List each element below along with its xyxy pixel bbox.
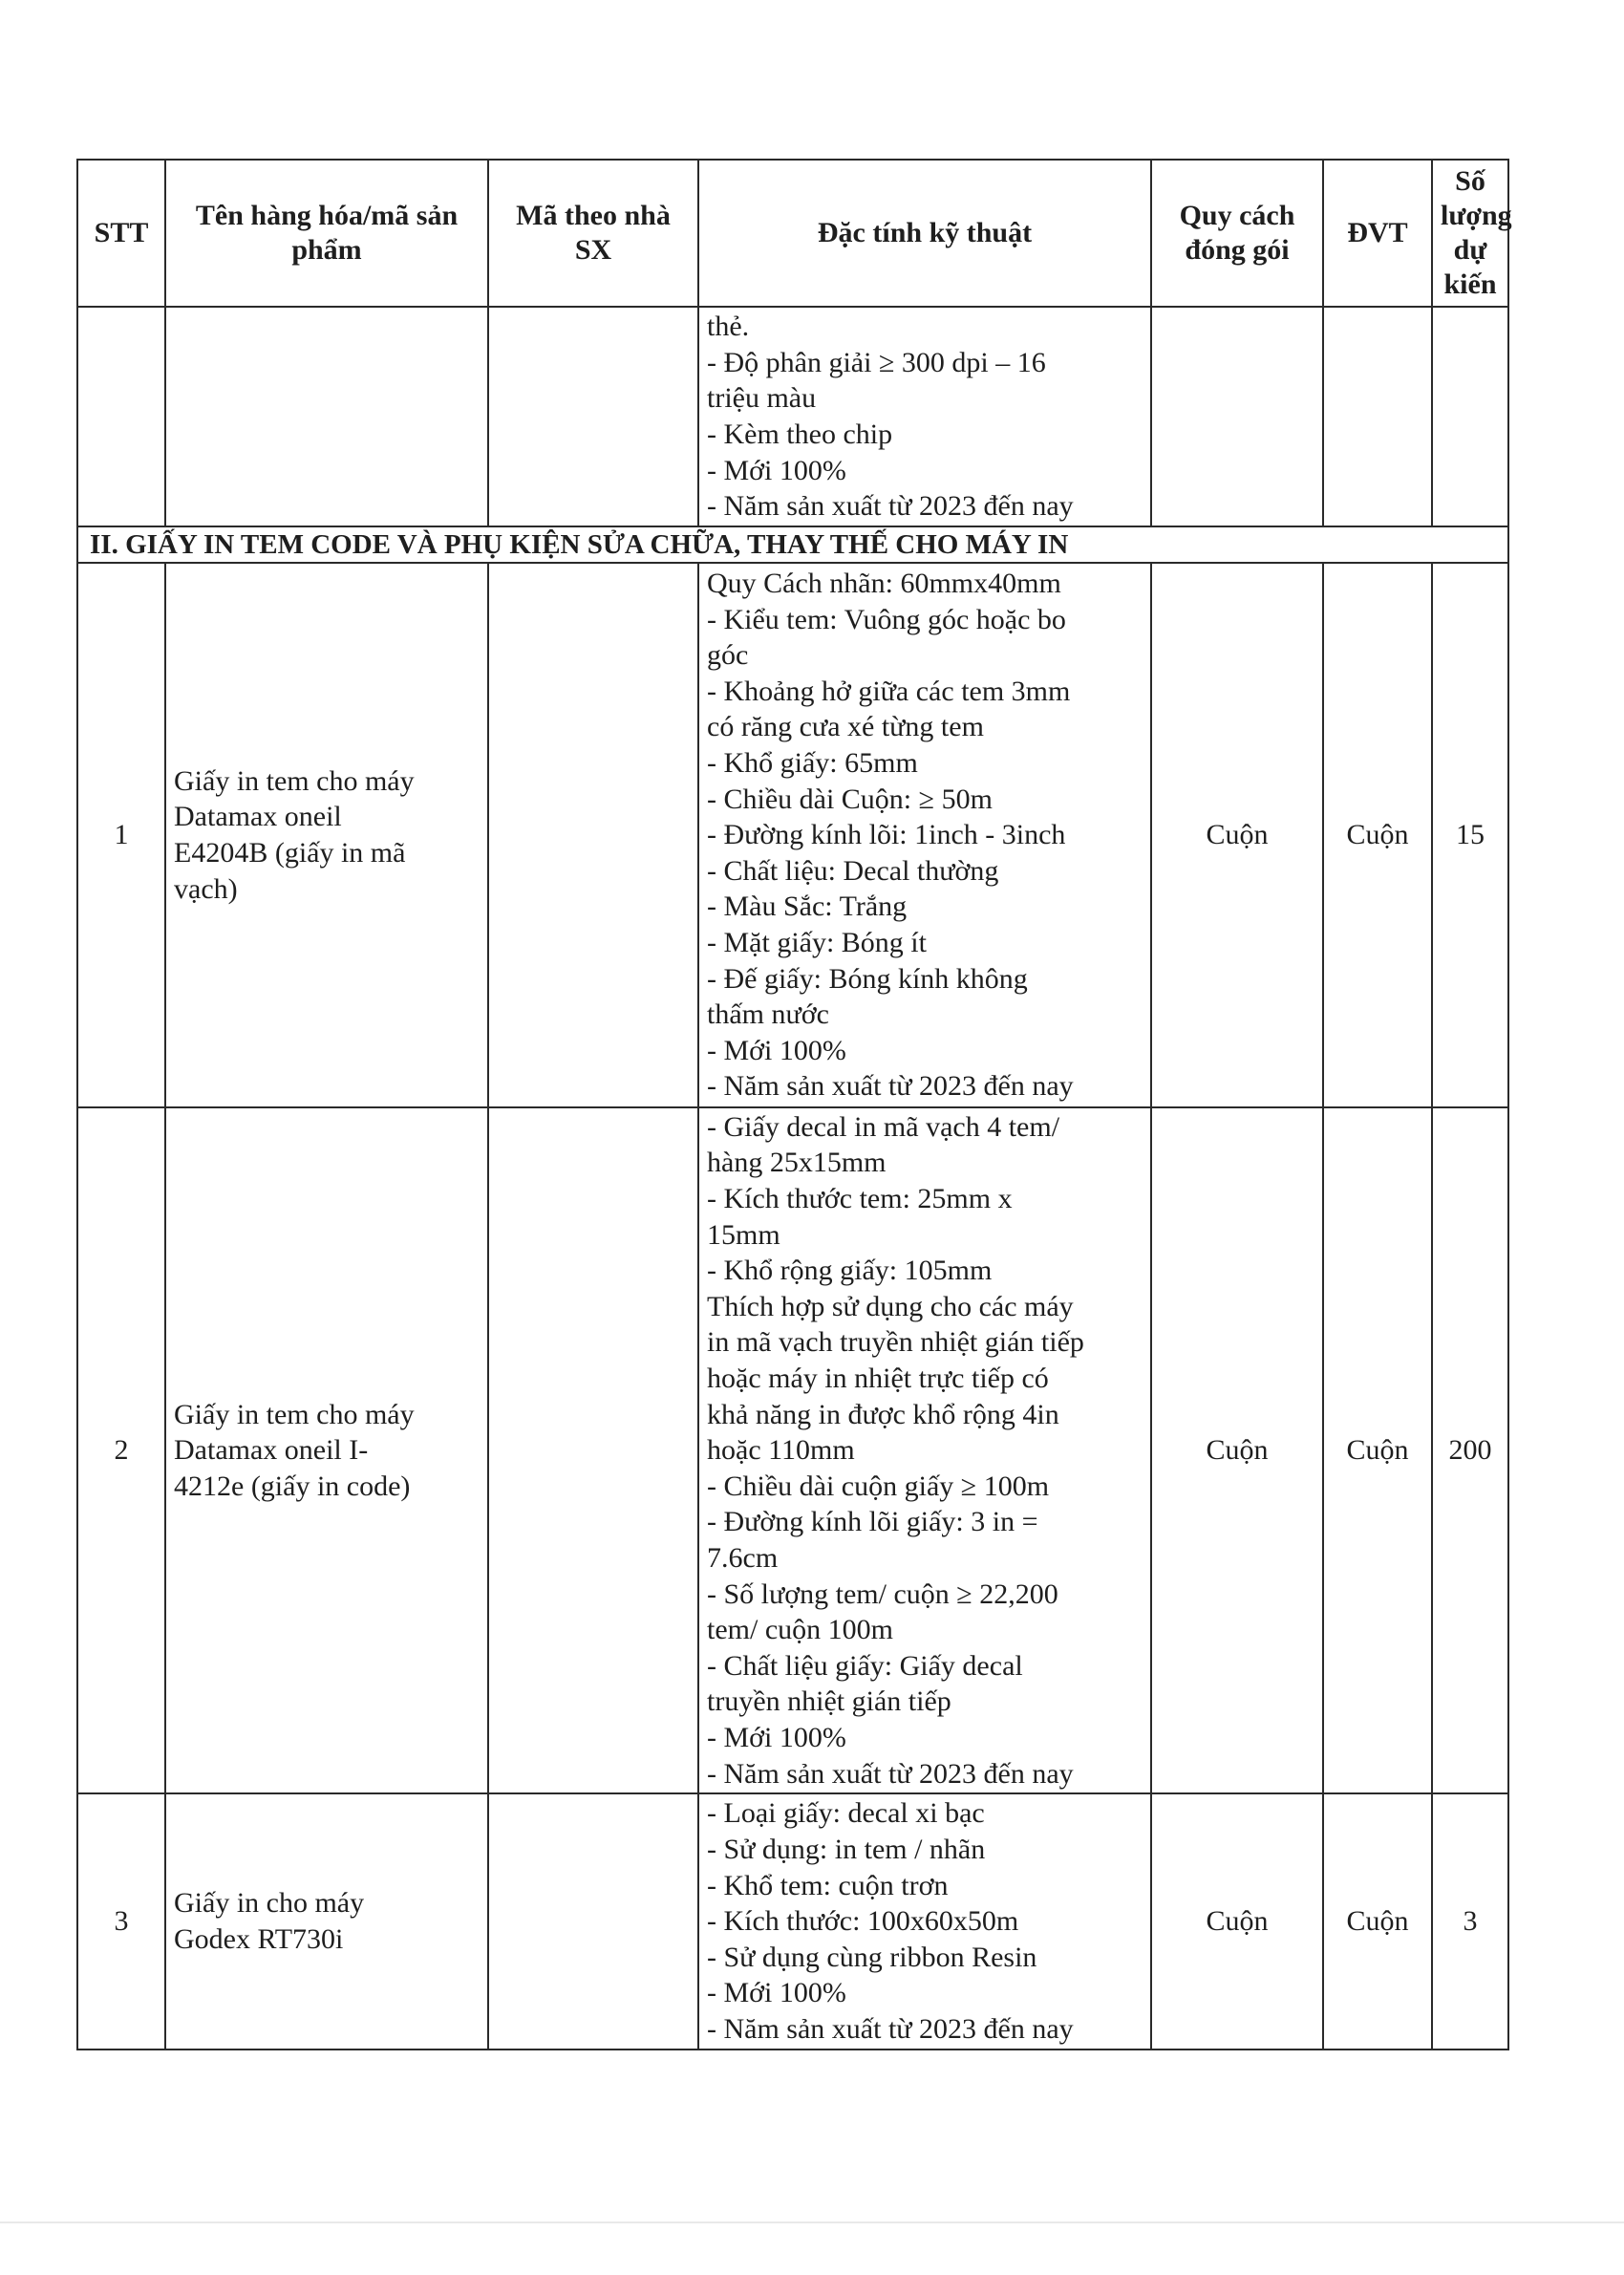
text-line: - Độ phân giải ≥ 300 dpi – 16 <box>707 346 1046 378</box>
text-line: - Sử dụng: in tem / nhãn <box>707 1834 986 1866</box>
cell-name <box>165 563 488 1107</box>
cell-quantity <box>1432 307 1508 526</box>
text-line: - Năm sản xuất từ 2023 đến nay <box>707 1070 1074 1103</box>
text-line: hàng 25x15mm <box>707 1147 887 1179</box>
text-line: có răng cưa xé từng tem <box>707 711 984 743</box>
text-line: Giấy in tem cho máy <box>174 1398 415 1430</box>
cell-unit: Cuộn <box>1323 563 1432 1107</box>
text-line: - Khổ tem: cuộn trơn <box>707 1869 949 1901</box>
cell-manufacturer-code <box>488 563 698 1107</box>
text-line: hoặc máy in nhiệt trực tiếp có <box>707 1363 1049 1395</box>
header-product-name: Tên hàng hóa/mã sản phẩm <box>165 160 488 307</box>
text-line: thấm nước <box>707 998 829 1031</box>
text-line: - Chiều dài cuộn giấy ≥ 100m <box>707 1470 1050 1502</box>
cell-manufacturer-code <box>488 1793 698 2050</box>
table-row <box>77 1793 1508 2050</box>
cell-stt: 2 <box>77 1107 165 1793</box>
cell-spec <box>698 563 1151 1107</box>
cell-quantity: 15 <box>1432 563 1508 1107</box>
text-line: - Khổ giấy: 65mm <box>707 747 918 780</box>
text-line: Datamax oneil <box>174 801 342 833</box>
text-line: 7.6cm <box>707 1541 779 1574</box>
cell-packaging <box>1151 307 1323 526</box>
cell-packaging: Cuộn <box>1151 563 1323 1107</box>
text-line: - Mặt giấy: Bóng ít <box>707 926 927 958</box>
text-line: - Kiểu tem: Vuông góc hoặc bo <box>707 603 1066 635</box>
cell-spec <box>698 1793 1151 2050</box>
text-line: - Chất liệu: Decal thường <box>707 854 999 887</box>
text-line: in mã vạch truyền nhiệt gián tiếp <box>707 1326 1084 1359</box>
cell-name <box>165 1107 488 1793</box>
cell-manufacturer-code <box>488 1107 698 1793</box>
header-unit: ĐVT <box>1323 160 1432 307</box>
cell-name <box>165 1793 488 2050</box>
text-line: vạch) <box>174 872 238 905</box>
text-line: - Màu Sắc: Trắng <box>707 891 908 923</box>
cell-stt <box>77 307 165 526</box>
text-line: Thích hợp sử dụng cho các máy <box>707 1290 1074 1322</box>
text-line: - Đế giấy: Bóng kính không <box>707 962 1028 995</box>
cell-stt: 3 <box>77 1793 165 2050</box>
text-line: - Giấy decal in mã vạch 4 tem/ <box>707 1110 1060 1143</box>
header-packaging: Quy cách đóng gói <box>1151 160 1323 307</box>
text-line: - Mới 100% <box>707 1977 846 2009</box>
text-line: - Đường kính lõi: 1inch - 3inch <box>707 819 1066 851</box>
section-title: II. GIẤY IN TEM CODE VÀ PHỤ KIỆN SỬA CHỮA, THAY THẾ CHO MÁY IN <box>77 526 1508 563</box>
header-manufacturer-code: Mã theo nhà SX <box>488 160 698 307</box>
header-technical-spec: Đặc tính kỹ thuật <box>698 160 1151 307</box>
text-line: góc <box>707 639 749 672</box>
cell-unit <box>1323 307 1432 526</box>
text-line: - Mới 100% <box>707 454 846 486</box>
section-title-row <box>77 526 1508 563</box>
cell-name <box>165 307 488 526</box>
text-line: Datamax oneil I- <box>174 1434 369 1467</box>
cell-stt: 1 <box>77 563 165 1107</box>
text-line: 4212e (giấy in code) <box>174 1470 411 1502</box>
table-header-row <box>77 160 1508 307</box>
text-line: hoặc 110mm <box>707 1434 855 1467</box>
table-row <box>77 563 1508 1107</box>
text-line: - Năm sản xuất từ 2023 đến nay <box>707 2012 1074 2045</box>
text-line: khả năng in được khổ rộng 4in <box>707 1398 1059 1430</box>
cell-unit: Cuộn <box>1323 1107 1432 1793</box>
text-line: tem/ cuộn 100m <box>707 1614 893 1646</box>
text-line: - Kích thước tem: 25mm x <box>707 1183 1013 1215</box>
text-line: - Số lượng tem/ cuộn ≥ 22,200 <box>707 1577 1058 1610</box>
text-line: - Mới 100% <box>707 1721 846 1753</box>
cell-manufacturer-code <box>488 307 698 526</box>
text-line: triệu màu <box>707 382 817 415</box>
page-bottom-rule <box>0 2221 1624 2223</box>
product-spec-table <box>76 159 1512 2050</box>
text-line: - Sử dụng cùng ribbon Resin <box>707 1941 1037 1973</box>
text-line: Giấy in tem cho máy <box>174 764 415 797</box>
text-line: Quy Cách nhãn: 60mmx40mm <box>707 568 1061 600</box>
text-line: thẻ. <box>707 311 750 343</box>
text-line: truyền nhiệt gián tiếp <box>707 1685 951 1718</box>
header-quantity: Số lượng dự kiến <box>1432 160 1508 307</box>
text-line: - Khoảng hở giữa các tem 3mm <box>707 675 1071 707</box>
text-line: Giấy in cho máy <box>174 1887 365 1920</box>
table-body <box>77 307 1508 2050</box>
text-line: - Loại giấy: decal xi bạc <box>707 1797 985 1830</box>
text-line: - Kích thước: 100x60x50m <box>707 1905 1019 1938</box>
text-line: Godex RT730i <box>174 1923 344 1955</box>
text-line: - Năm sản xuất từ 2023 đến nay <box>707 1757 1074 1790</box>
text-line: - Chiều dài Cuộn: ≥ 50m <box>707 783 993 815</box>
cell-quantity: 200 <box>1432 1107 1508 1793</box>
header-stt: STT <box>77 160 165 307</box>
text-line: - Năm sản xuất từ 2023 đến nay <box>707 490 1074 523</box>
cell-unit: Cuộn <box>1323 1793 1432 2050</box>
continued-row <box>77 307 1508 526</box>
text-line: - Mới 100% <box>707 1034 846 1066</box>
table-row <box>77 1107 1508 1793</box>
cell-packaging: Cuộn <box>1151 1107 1323 1793</box>
text-line: 15mm <box>707 1218 780 1251</box>
cell-quantity: 3 <box>1432 1793 1508 2050</box>
text-line: - Kèm theo chip <box>707 419 893 450</box>
text-line: E4204B (giấy in mã <box>174 837 406 869</box>
cell-packaging: Cuộn <box>1151 1793 1323 2050</box>
cell-spec <box>698 1107 1151 1793</box>
text-line: - Chất liệu giấy: Giấy decal <box>707 1649 1023 1682</box>
text-line: - Khổ rộng giấy: 105mm <box>707 1255 993 1287</box>
text-line: - Đường kính lõi giấy: 3 in = <box>707 1506 1038 1538</box>
cell-spec <box>698 307 1151 526</box>
